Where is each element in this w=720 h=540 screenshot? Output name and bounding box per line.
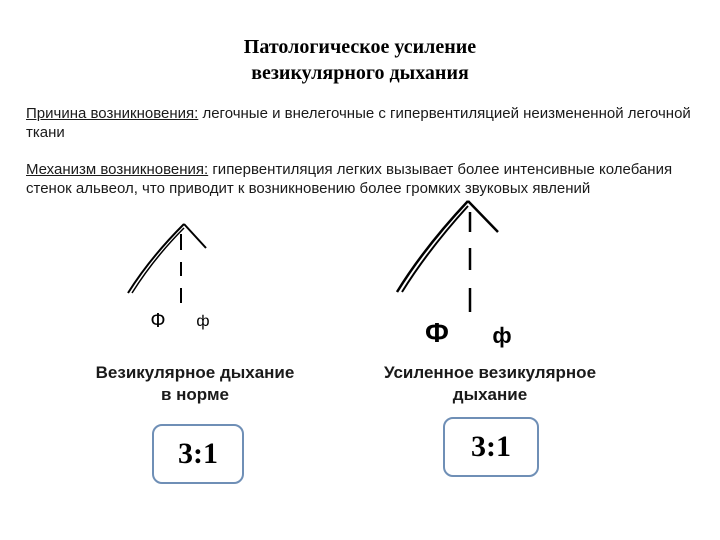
normal-inhale-symbol: Ф — [150, 310, 166, 332]
enhanced-exhale-line — [468, 201, 498, 232]
normal-ratio-box: 3:1 — [152, 424, 244, 484]
mechanism-label: Механизм возникновения: — [26, 161, 209, 178]
normal-exhale-symbol: ф — [196, 313, 210, 330]
normal-breath-graph — [128, 224, 210, 332]
mechanism-text: гипервентиляция легких вызывает более интенсивные колебания стенок альвеол, что приводит к возникновению более громких звуковых явлений — [26, 161, 673, 197]
enhanced-breathing-caption: Усиленное везикулярное дыхание — [383, 363, 597, 404]
normal-breathing-caption: Везикулярное дыхание в норме — [95, 363, 295, 404]
enhanced-inhale-symbol: Ф — [425, 317, 449, 348]
title-line-2: везикулярного дыхания — [251, 62, 469, 84]
normal-inhale-curve-inner — [132, 228, 184, 293]
enhanced-exhale-symbol: ф — [492, 323, 512, 348]
title-line-1: Патологическое усиление — [243, 36, 477, 58]
enhanced-breath-graph — [397, 201, 512, 348]
normal-exhale-line — [184, 224, 206, 248]
enhanced-inhale-curve — [397, 201, 468, 292]
enhanced-ratio-box: 3:1 — [443, 417, 539, 477]
cause-text: легочные и внелегочные с гипервентиляцией неизмененной легочной ткани — [26, 105, 691, 141]
cause-label: Причина возникновения: — [26, 105, 199, 122]
enhanced-inhale-curve-inner — [402, 206, 468, 292]
